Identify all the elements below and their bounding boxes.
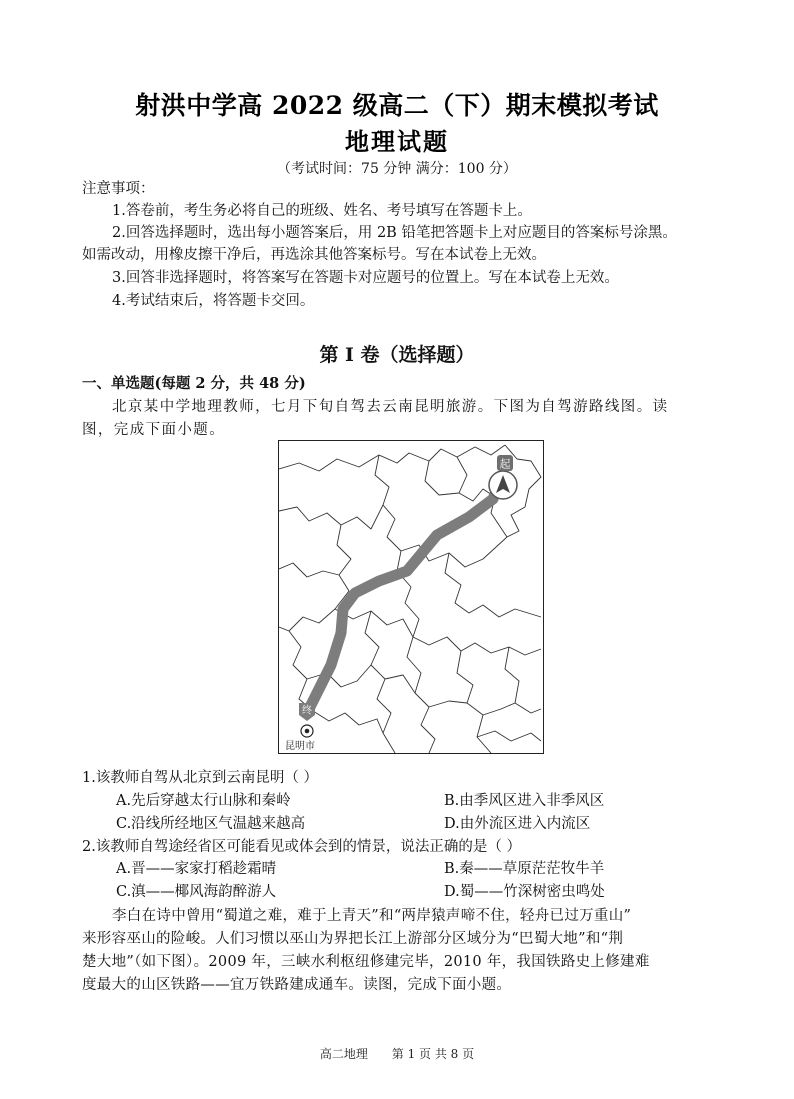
exam-info: （考试时间：75 分钟 满分：100 分） [277,161,517,177]
note-item: 4.考试结束后，将答题卡交回。 [112,293,315,309]
option-a: A.先后穿越太行山脉和秦岭 [116,793,291,809]
start-label: 起 [499,457,511,471]
note-item-continued: 如需改动，用橡皮擦干净后，再选涂其他答案标号。写在本试卷上无效。 [82,247,546,263]
kunming-label: 昆明市 [285,741,315,752]
page-number: 第 1 页 共 8 页 [391,1047,475,1061]
footer-subject: 高二地理 [319,1047,368,1061]
question-stem: 2.该教师自驾途经省区可能看见或体会到的情景，说法正确的是（ ） [82,839,521,855]
question-stem: 1.该教师自驾从北京到云南昆明（ ） [82,770,318,786]
end-label: 终 [302,705,312,717]
option-b: B.由季风区进入非季风区 [444,793,605,809]
option-d: D.蜀——竹深树密虫鸣处 [444,884,605,900]
option-d: D.由外流区进入内流区 [444,816,591,832]
note-item: 3.回答非选择题时，将答案写在答题卡对应题号的位置上。写在本试卷上无效。 [112,270,619,286]
question-type-heading: 一、单选题(每题 2 分，共 48 分) [82,375,306,392]
kunming-city-dot-icon [305,729,310,734]
note-item: 2.回答选择题时，选出每小题答案后，用 2B 铅笔把答题卡上对应题目的答案标号涂黑。 [112,225,677,241]
passage-line: 李白在诗中曾用“蜀道之难，难于上青天”和“两岸猿声啼不住，轻舟已过万重山” [112,908,632,924]
route-map [278,440,544,754]
passage-line: 来形容巫山的险峻。人们习惯以巫山为界把长江上游部分区域分为“巴蜀大地”和“荆 [82,931,624,947]
notes-heading: 注意事项： [82,181,155,197]
option-a: A.晋——家家打稻趁霜晴 [116,861,277,877]
option-c: C.沿线所经地区气温越来越高 [116,816,306,832]
option-b: B.秦——草原茫茫牧牛羊 [444,861,605,877]
passage-line: 北京某中学地理教师，七月下旬自驾去云南昆明旅游。下图为自驾游路线图。读 [112,399,669,415]
option-c: C.滇——椰风海韵醉游人 [116,884,277,900]
passage-line: 楚大地”（如下图）。2009 年，三峡水利枢纽修建完毕，2010 年，我国铁路史上修建难 [82,954,650,970]
exam-title: 射洪中学高 2022 级高二（下）期末模拟考试 [135,91,659,120]
route-map-drawing [279,441,543,753]
section-title: 第 I 卷（选择题） [319,344,475,366]
subject-title: 地理试题 [345,127,449,156]
route-line [307,479,501,713]
passage-line: 度最大的山区铁路——宜万铁路建成通车。读图，完成下面小题。 [82,977,512,993]
passage-line: 图，完成下面小题。 [82,422,226,438]
page-footer [0,1045,794,1062]
note-item: 1.答卷前，考生务必将自己的班级、姓名、考号填写在答题卡上。 [112,203,532,219]
